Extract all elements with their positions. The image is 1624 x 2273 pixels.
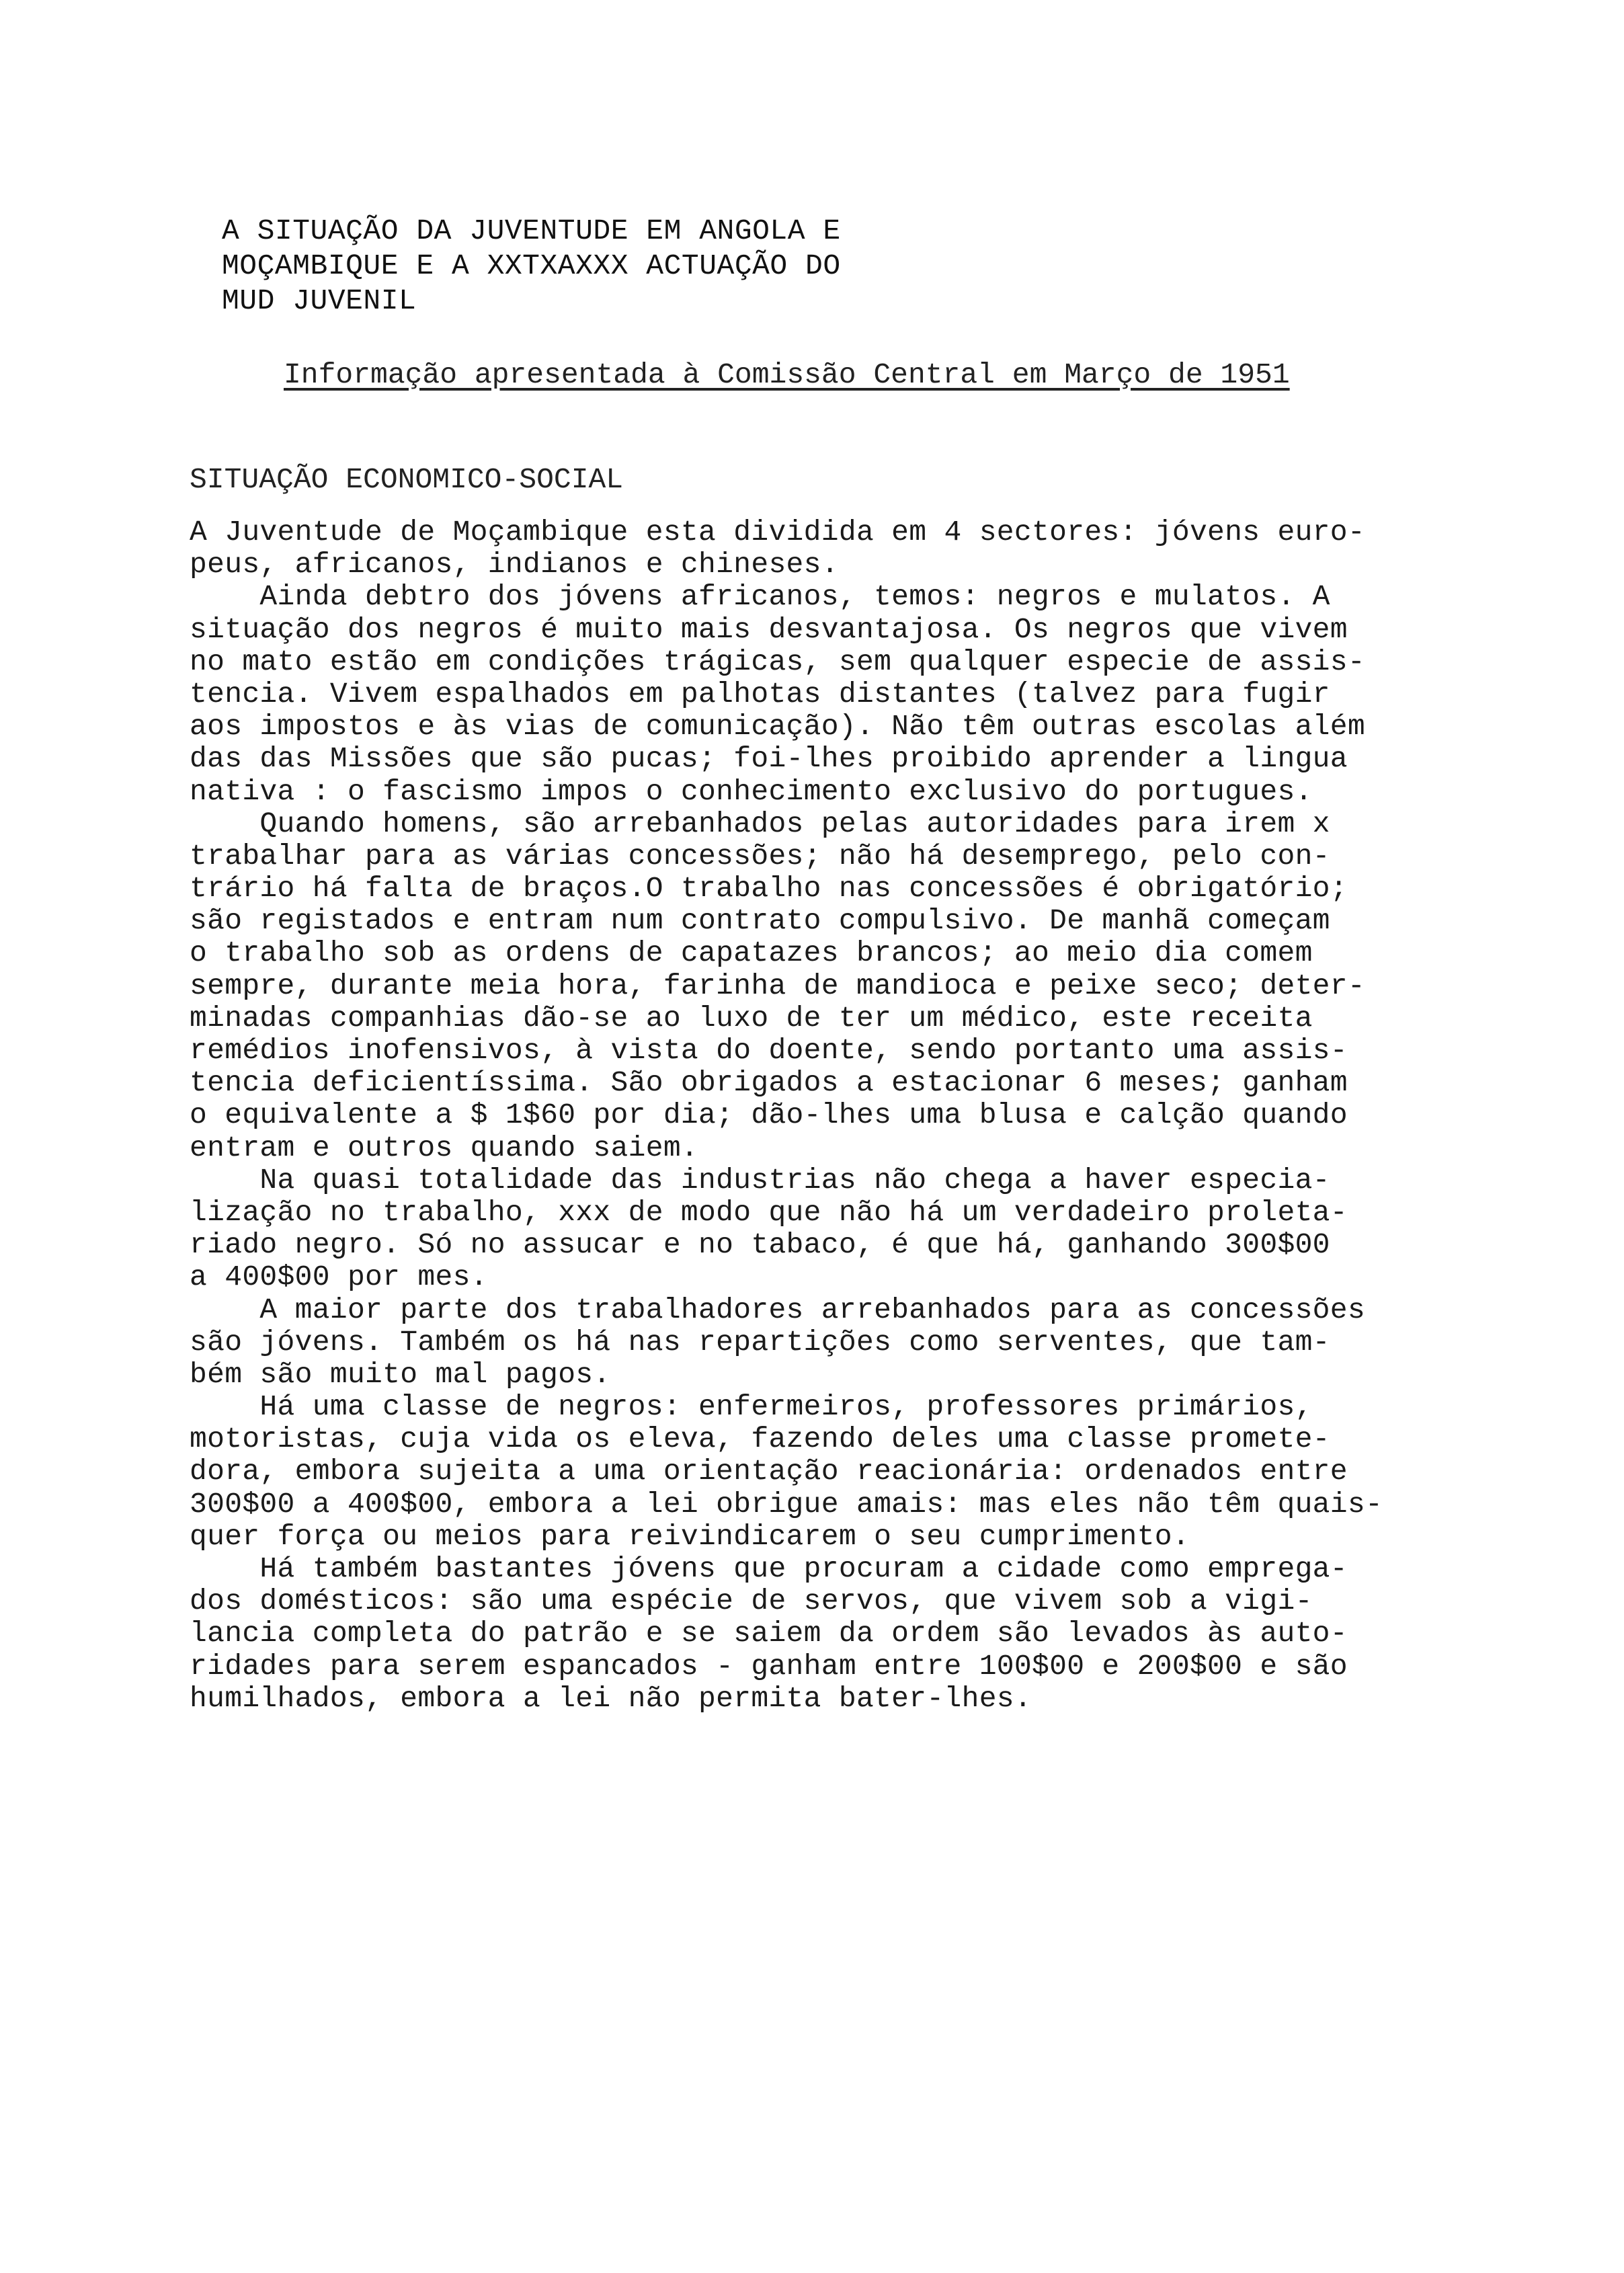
- body-line: trário há falta de braços.O trabalho nas concessões é obrigatório;: [190, 872, 1348, 906]
- body-line: lancia completa do patrão e se saiem da ordem são levados às auto-: [190, 1617, 1348, 1650]
- body-line: sempre, durante meia hora, farinha de mandioca e peixe seco; deter-: [190, 969, 1365, 1002]
- title-line: A SITUAÇÃO DA JUVENTUDE EM ANGOLA E: [222, 214, 841, 247]
- body-line: Há uma classe de negros: enfermeiros, professores primários,: [190, 1390, 1313, 1424]
- body-line: o trabalho sob as ordens de capatazes brancos; ao meio dia comem: [190, 936, 1313, 970]
- body-line: 300$00 a 400$00, embora a lei obrigue amais: mas eles não têm quais-: [190, 1487, 1383, 1521]
- body-line: aos impostos e às vias de comunicação). Não têm outras escolas além: [190, 710, 1365, 744]
- title-line: MOÇAMBIQUE E A XXTXAXXX ACTUAÇÃO DO: [222, 249, 841, 282]
- body-line: Quando homens, são arrebanhados pelas autoridades para irem x: [190, 807, 1330, 840]
- body-line: humilhados, embora a lei não permita bater-lhes.: [190, 1681, 1032, 1715]
- document-title: [222, 214, 1230, 319]
- body-line: nativa : o fascismo impos o conhecimento exclusivo do portugues.: [190, 774, 1313, 808]
- body-line: Há também bastantes jóvens que procuram a cidade como emprega-: [190, 1552, 1348, 1585]
- body-line: dora, embora sujeita a uma orientação reacionária: ordenados entre: [190, 1455, 1348, 1488]
- body-line: tencia deficientíssima. São obrigados a estacionar 6 meses; ganham: [190, 1066, 1348, 1100]
- body-line: entram e outros quando saiem.: [190, 1131, 699, 1164]
- body-line: o equivalente a $ 1$60 por dia; dão-lhes uma blusa e calção quando: [190, 1099, 1348, 1132]
- title-line: MUD JUVENIL: [222, 284, 417, 317]
- body-line: trabalhar para as várias concessões; não há desemprego, pelo con-: [190, 839, 1330, 873]
- document-subtitle: Informação apresentada à Comissão Central em Março de 1951: [284, 358, 1290, 391]
- body-line: remédios inofensivos, à vista do doente, sendo portanto uma assis-: [190, 1034, 1348, 1067]
- section-heading: SITUAÇÃO ECONOMICO-SOCIAL: [190, 463, 624, 496]
- body-line: são registados e entram num contrato compulsivo. De manhã começam: [190, 904, 1330, 938]
- body-line: bém são muito mal pagos.: [190, 1357, 611, 1391]
- body-line: quer força ou meios para reivindicarem o seu cumprimento.: [190, 1519, 1190, 1553]
- body-line: motoristas, cuja vida os eleva, fazendo deles uma classe promete-: [190, 1423, 1330, 1456]
- body-line: das das Missões que são pucas; foi-lhes proibido aprender a lingua: [190, 742, 1348, 776]
- body-line: tencia. Vivem espalhados em palhotas distantes (talvez para fugir: [190, 677, 1330, 711]
- body-line: minadas companhias dão-se ao luxo de ter um médico, este receita: [190, 1001, 1313, 1035]
- body-line: situação dos negros é muito mais desvantajosa. Os negros que vivem: [190, 612, 1348, 646]
- body-line: lização no trabalho, xxx de modo que não há um verdadeiro proleta-: [190, 1195, 1348, 1229]
- body-line: dos domésticos: são uma espécie de servos, que vivem sob a vigi-: [190, 1585, 1313, 1618]
- body-line: peus, africanos, indianos e chineses.: [190, 548, 839, 582]
- body-line: ridades para serem espancados - ganham entre 100$00 e 200$00 e são: [190, 1649, 1348, 1683]
- body-line: riado negro. Só no assucar e no tabaco, é que há, ganhando 300$00: [190, 1228, 1330, 1262]
- body-line: A maior parte dos trabalhadores arrebanhados para as concessões: [190, 1293, 1365, 1326]
- body-line: no mato estão em condições trágicas, sem qualquer especie de assis-: [190, 645, 1365, 678]
- body-line: A Juventude de Moçambique esta dividida em 4 sectores: jóvens euro-: [190, 516, 1365, 549]
- body-line: são jóvens. Também os há nas repartições como serventes, que tam-: [190, 1325, 1330, 1359]
- body-line: Ainda debtro dos jóvens africanos, temos: negros e mulatos. A: [190, 580, 1330, 614]
- body-line: Na quasi totalidade das industrias não chega a haver especia-: [190, 1163, 1330, 1197]
- body-text: [190, 516, 1534, 1715]
- body-line: a 400$00 por mes.: [190, 1261, 488, 1294]
